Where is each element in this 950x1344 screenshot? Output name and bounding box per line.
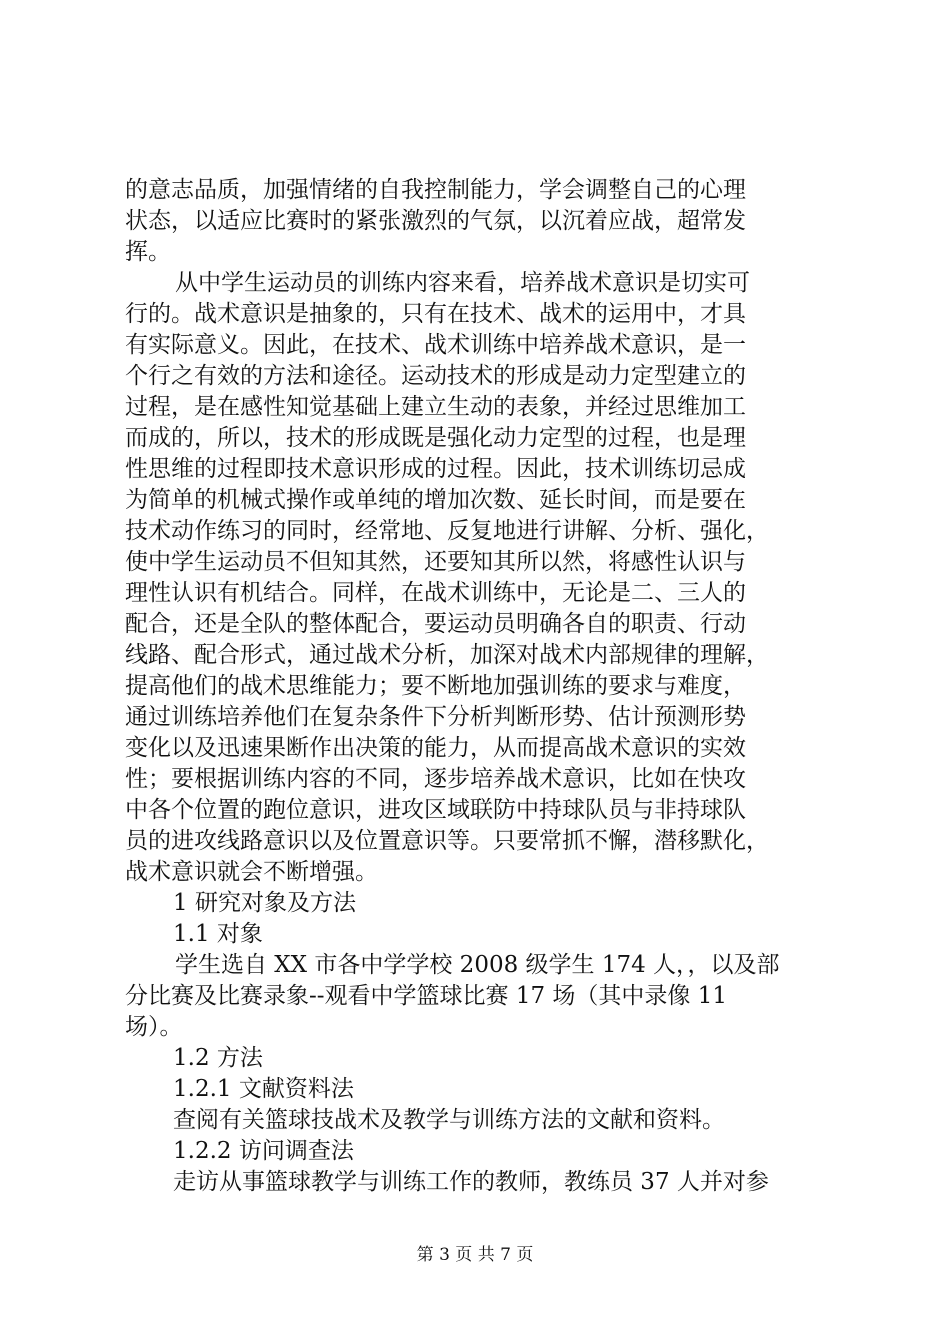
text-line: 员的进攻线路意识以及位置意识等。只要常抓不懈，潜移默化， <box>125 828 769 854</box>
text-line: 战术意识就会不断增强。 <box>125 859 378 885</box>
text-line: 有实际意义。因此，在技术、战术训练中培养战术意识，是一 <box>125 332 746 358</box>
text-line: 性；要根据训练内容的不同，逐步培养战术意识，比如在快攻 <box>125 766 746 792</box>
document-body <box>125 175 835 1198</box>
text-line: 分比赛及比赛录象--观看中学篮球比赛 17 场（其中录像 11 <box>125 983 728 1009</box>
text-line: 查阅有关篮球技战术及教学与训练方法的文献和资料。 <box>173 1107 725 1133</box>
text-line: 个行之有效的方法和途径。运动技术的形成是动力定型建立的 <box>125 363 746 389</box>
text-line: 中各个位置的跑位意识，进攻区域联防中持球队员与非持球队 <box>125 797 746 823</box>
text-line: 状态，以适应比赛时的紧张激烈的气氛，以沉着应战，超常发 <box>125 208 746 234</box>
text-line: 通过训练培养他们在复杂条件下分析判断形势、估计预测形势 <box>125 704 746 730</box>
text-line: 场）。 <box>125 1014 183 1040</box>
text-line: 1.2 方法 <box>173 1045 263 1071</box>
text-line: 走访从事篮球教学与训练工作的教师，教练员 37 人并对参 <box>173 1169 769 1195</box>
text-line: 行的。战术意识是抽象的，只有在技术、战术的运用中，才具 <box>125 301 746 327</box>
text-line: 的意志品质，加强情绪的自我控制能力，学会调整自己的心理 <box>125 177 746 203</box>
text-line: 技术动作练习的同时，经常地、反复地进行讲解、分析、强化， <box>125 518 769 544</box>
text-line: 线路、配合形式，通过战术分析，加深对战术内部规律的理解， <box>125 642 769 668</box>
text-line: 理性认识有机结合。同样，在战术训练中，无论是二、三人的 <box>125 580 746 606</box>
text-line: 而成的，所以，技术的形成既是强化动力定型的过程，也是理 <box>125 425 746 451</box>
text-line: 提高他们的战术思维能力；要不断地加强训练的要求与难度， <box>125 673 746 699</box>
text-line: 1.1 对象 <box>173 921 263 947</box>
text-line: 变化以及迅速果断作出决策的能力，从而提高战术意识的实效 <box>125 735 746 761</box>
text-line: 1.2.2 访问调查法 <box>173 1138 354 1164</box>
text-line: 为简单的机械式操作或单纯的增加次数、延长时间，而是要在 <box>125 487 746 513</box>
text-line: 1.2.1 文献资料法 <box>173 1076 354 1102</box>
text-line: 使中学生运动员不但知其然，还要知其所以然，将感性认识与 <box>125 549 746 575</box>
text-line: 1 研究对象及方法 <box>173 890 356 916</box>
text-line: 性思维的过程即技术意识形成的过程。因此，技术训练切忌成 <box>125 456 746 482</box>
text-line: 学生选自 XX 市各中学学校 2008 级学生 174 人，，以及部 <box>175 952 780 978</box>
text-line: 挥。 <box>125 239 171 265</box>
text-line: 配合，还是全队的整体配合，要运动员明确各自的职责、行动 <box>125 611 746 637</box>
text-line: 从中学生运动员的训练内容来看，培养战术意识是切实可 <box>175 270 750 296</box>
page-footer: 第 3 页 共 7 页 <box>416 1245 534 1265</box>
text-line: 过程，是在感性知觉基础上建立生动的表象，并经过思维加工 <box>125 394 746 420</box>
